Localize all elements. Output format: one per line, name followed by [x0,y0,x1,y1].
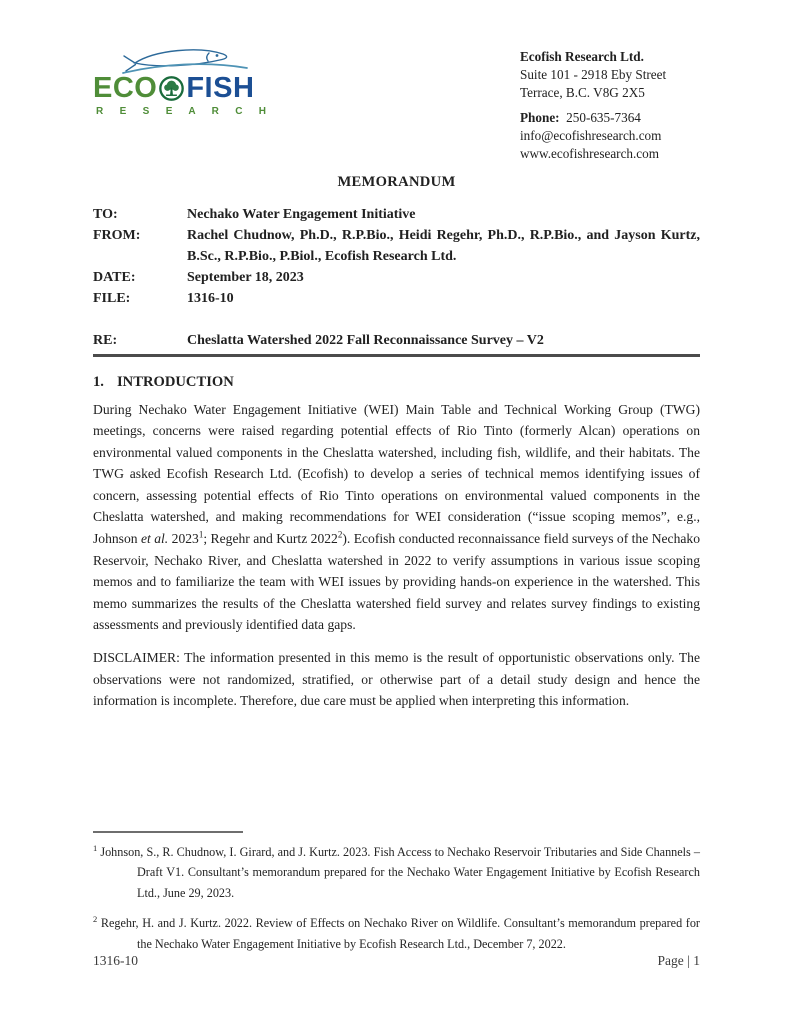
intro-paragraph [93,399,700,637]
address-line-1: Suite 101 - 2918 Eby Street [520,67,667,82]
field-re-label: RE: [93,333,118,348]
footer-file-number: 1316-10 [93,953,138,968]
globe-tree-icon [158,75,185,102]
email-address: info@ecofishresearch.com [520,128,662,143]
footnote-2 [93,913,700,955]
field-re-value: Cheslatta Watershed 2022 Fall Reconnaissance Survey – V2 [187,333,544,348]
section-number: 1. [93,373,104,390]
website-url: www.ecofishresearch.com [520,146,660,161]
intro-text-a: During Nechako Water Engagement Initiative (WEI) Main Table and Technical Working Group (TWG) meetings, concerns were raised regarding potential effects of Rio Tinto (formerly Alcan) operations on environmental valued components in the Cheslatta watershed, including fish, wildlife, and their habitats. The TWG asked Ecofish Research Ltd. (Ecofish) to develop a series of technical memos identifying issues of concern, assessing potential effects of Rio Tinto operations on environmental valued components in the Cheslatta watershed, and making recommendations for WEI consideration (“issue scoping memos”, e.g., Johnson [93,401,700,547]
page-footer [93,953,700,969]
disclaimer-paragraph: DISCLAIMER: The information presented in this memo is the result of opportunistic observations only. The observations were not randomized, stratified, or otherwise part of a detail study design and hence the information is incomplete. Therefore, due care must be applied when interpreting this information. [93,650,700,709]
memo-title: MEMORANDUM [337,174,456,190]
field-date [93,267,700,288]
field-file-value: 1316-10 [187,291,234,306]
address-line-2: Terrace, B.C. V8G 2X5 [520,85,645,100]
logo-wordmark [93,74,278,103]
field-date-value: September 18, 2023 [187,270,304,285]
footnotes-section [93,831,700,964]
footer-page-number: Page | 1 [657,953,700,968]
memo-fields [93,204,700,357]
field-to-value: Nechako Water Engagement Initiative [187,207,416,222]
footnote-2-text: Regehr, H. and J. Kurtz. 2022. Review of Effects on Nechako River on Wildlife. Consultant’s memorandum prepared for the Nechako Water Engagement Initiative by Ecofish Research Ltd., December 7, 2022. [97,916,700,951]
field-from-label: FROM: [93,228,141,243]
field-file-label: FILE: [93,291,131,306]
section-title: INTRODUCTION [117,373,234,390]
letterhead [93,44,700,163]
logo-eco-text: ECO [93,72,158,104]
phone-number: 250-635-7364 [566,110,641,125]
header-divider-rule [93,354,700,357]
footnote-1-marker: 1 [93,842,98,853]
section-heading [93,374,700,391]
phone-label: Phone: [520,110,560,125]
intro-text-b: 2023 [168,531,199,547]
letterhead-contact [520,44,700,163]
footnote-ref-1: 1 [198,529,204,540]
field-file [93,288,700,309]
company-name: Ecofish Research Ltd. [520,49,644,64]
field-to [93,204,700,225]
footnote-1-text: Johnson, S., R. Chudnow, I. Girard, and J. Kurtz. 2023. Fish Access to Nechako Reservoir Tributaries and Side Channels – Draft V1. Consultant’s memorandum prepared for the Nechako Water Engagement Initiative by Ecofish Research Ltd., June 29, 2023. [97,844,700,901]
field-from-value: Rachel Chudnow, Ph.D., R.P.Bio., Heidi Regehr, Ph.D., R.P.Bio., and Jayson Kurtz, B.Sc., R.P.Bio., P.Biol., Ecofish Research Ltd. [187,228,700,264]
footnote-1 [93,842,700,904]
logo-research-text: R E S E A R C H [96,106,273,117]
footnote-2-marker: 2 [93,914,98,925]
intro-text-c: ; Regehr and Kurtz 2022 [203,531,338,547]
footnote-separator-rule [93,831,243,833]
field-re [93,330,700,351]
ecofish-logo [93,44,278,117]
intro-text-d: ). Ecofish conducted reconnaissance field surveys of the Nechako Reservoir, Nechako River, and Cheslatta watershed in 2022 to verify assumptions in various issue scoping memos and to familiarize the team with WEI issues by providing hands-on experience in the watershed. This memo summarizes the results of the Cheslatta watershed field survey and relates survey findings to existing assessments and previously identified data gaps. [93,531,700,633]
field-date-label: DATE: [93,270,136,285]
phone-line [520,109,700,127]
field-to-label: TO: [93,207,118,222]
logo-fish-text: FISH [186,72,255,104]
footnote-ref-2: 2 [337,529,343,540]
field-from [93,225,700,267]
intro-etal-italic: et al. [141,531,169,547]
